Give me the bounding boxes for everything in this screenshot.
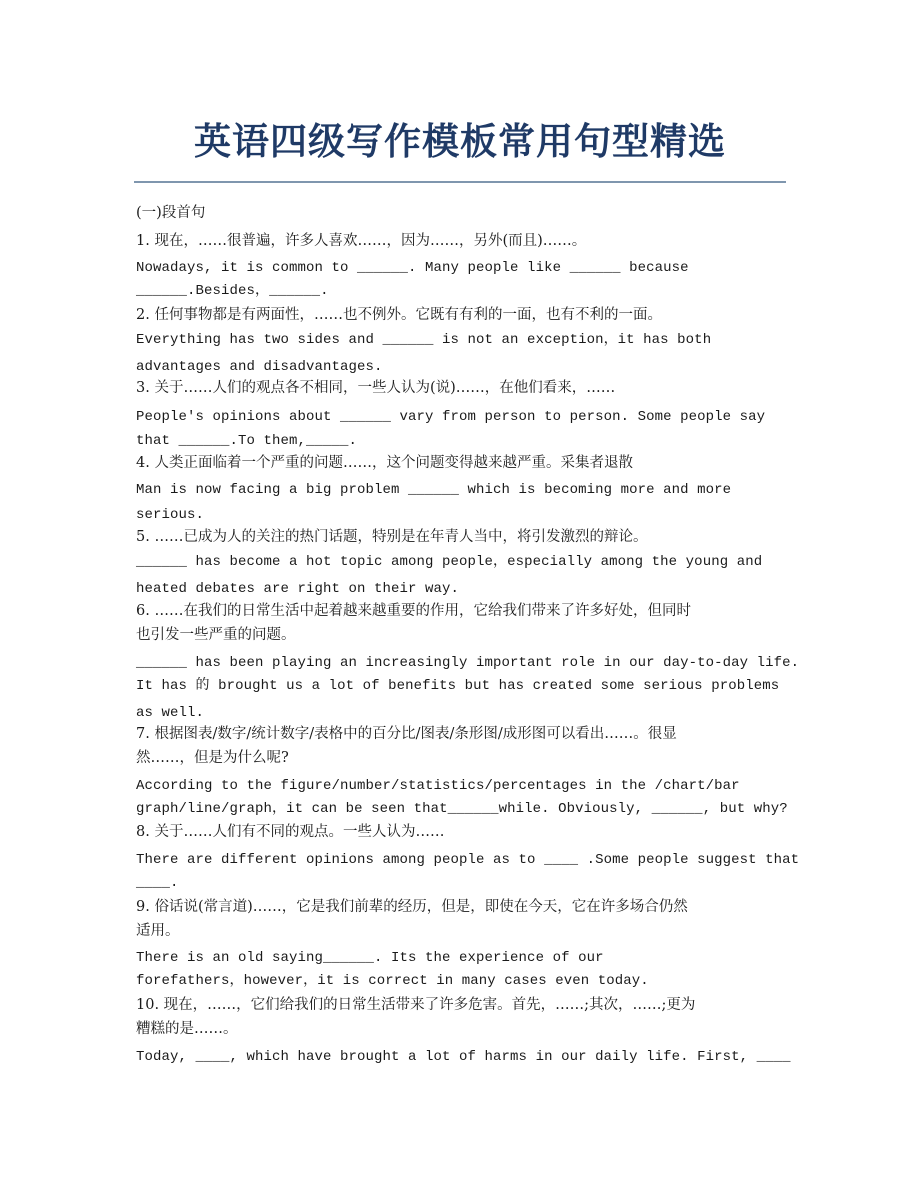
sentence-zh: 糟糕的是……。 (136, 1021, 238, 1037)
sentence-zh: 8. 关于……人们有不同的观点。一些人认为…… (136, 824, 445, 840)
sentence-en: forefathers，however，it is correct in many cases even today. (136, 973, 649, 989)
sentence-zh: 然……，但是为什么呢? (136, 750, 289, 766)
sentence-en: that ______.To them,_____. (136, 433, 358, 449)
document-title: 英语四级写作模板常用句型精选 (194, 120, 726, 163)
sentence-zh: 7. 根据图表/数字/统计数字/表格中的百分比/图表/条形图/成形图可以看出……。很显 (136, 726, 677, 742)
sentence-en: advantages and disadvantages. (136, 359, 383, 375)
sentence-en: as well. (136, 705, 205, 721)
sentence-en: Man is now facing a big problem ______ which is becoming more and more (136, 482, 732, 498)
sentence-zh: 适用。 (136, 923, 180, 939)
sentence-zh: 4. 人类正面临着一个严重的问题……，这个问题变得越来越严重。采集者退散 (136, 455, 633, 471)
sentence-zh: 1. 现在，……很普遍，许多人喜欢……，因为……，另外(而且)……。 (136, 233, 587, 249)
sentence-en: ______.Besides，______. (136, 283, 329, 299)
sentence-en: Today, ____, which have brought a lot of harms in our daily life. First, ____ (136, 1049, 791, 1065)
sentence-en: Nowadays, it is common to ______. Many people like ______ because (136, 260, 689, 276)
sentence-zh: 6. ……在我们的日常生活中起着越来越重要的作用，它给我们带来了许多好处，但同时 (136, 603, 691, 619)
section-heading: (一)段首句 (136, 205, 206, 221)
sentence-en: There is an old saying______. Its the experience of our (136, 950, 604, 966)
sentence-en: heated debates are right on their way. (136, 581, 460, 597)
sentence-en: People's opinions about ______ vary from person to person. Some people say (136, 409, 766, 425)
sentence-zh: 也引发一些严重的问题。 (136, 627, 296, 643)
sentence-en: According to the figure/number/statistics/percentages in the /chart/bar (136, 778, 740, 794)
sentence-en: ____. (136, 875, 179, 891)
sentence-zh: 2. 任何事物都是有两面性，……也不例外。它既有有利的一面，也有不利的一面。 (136, 307, 662, 323)
sentence-en: It has 的 brought us a lot of benefits but has created some serious problems (136, 678, 780, 694)
sentence-zh: 10. 现在，……，它们给我们的日常生活带来了许多危害。首先，……;其次，……;更为 (136, 997, 696, 1013)
sentence-en: graph/line/graph，it can be seen that______while. Obviously, ______, but why? (136, 801, 788, 817)
sentence-en: ______ has been playing an increasingly important role in our day-to-day life. (136, 655, 800, 671)
sentence-en: Everything has two sides and ______ is not an exception，it has both (136, 332, 712, 348)
sentence-zh: 5. ……已成为人的关注的热门话题，特别是在年青人当中，将引发激烈的辩论。 (136, 529, 648, 545)
sentence-en: There are different opinions among people as to ____ .Some people suggest that (136, 852, 800, 868)
title-divider (134, 181, 786, 183)
sentence-zh: 3. 关于……人们的观点各不相同，一些人认为(说)……，在他们看来，…… (136, 380, 616, 396)
sentence-en: ______ has become a hot topic among people，especially among the young and (136, 554, 763, 570)
sentence-en: serious. (136, 507, 205, 523)
sentence-zh: 9. 俗话说(常言道)……，它是我们前辈的经历，但是，即使在今天，它在许多场合仍然 (136, 899, 688, 915)
